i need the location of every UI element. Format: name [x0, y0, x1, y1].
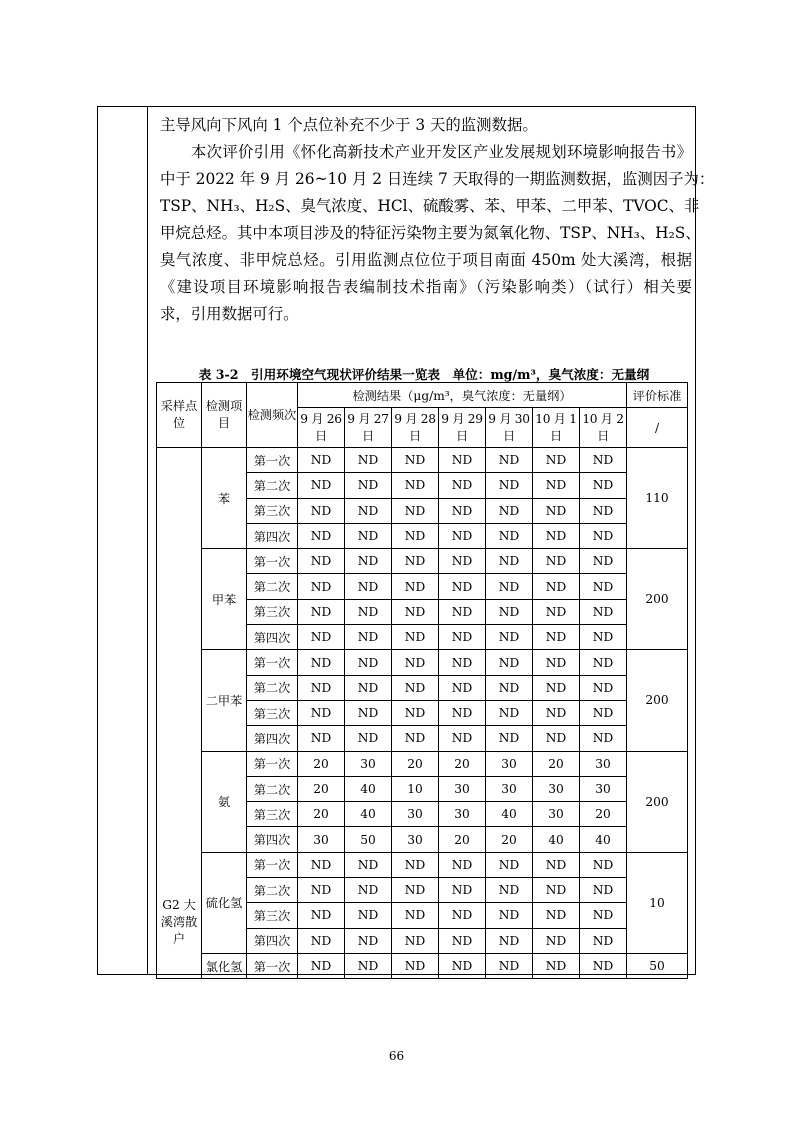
- item-cell: 氨: [202, 751, 247, 852]
- value-cell: ND: [392, 953, 439, 978]
- value-cell: ND: [392, 498, 439, 523]
- value-cell: ND: [533, 448, 580, 473]
- value-cell: ND: [533, 726, 580, 751]
- value-cell: ND: [439, 625, 486, 650]
- value-cell: ND: [533, 498, 580, 523]
- value-cell: ND: [533, 523, 580, 548]
- value-cell: ND: [486, 903, 533, 928]
- item-cell: 硫化氢: [202, 852, 247, 953]
- table-caption: 表 3-2 引用环境空气现状评价结果一览表 单位：mg/m³，臭气浓度：无量纲: [198, 367, 650, 382]
- value-cell: ND: [345, 625, 392, 650]
- value-cell: 30: [486, 776, 533, 801]
- header-date: 9 月 30 日: [486, 408, 533, 448]
- value-cell: ND: [580, 574, 627, 599]
- value-cell: ND: [580, 599, 627, 624]
- value-cell: ND: [486, 599, 533, 624]
- value-cell: ND: [298, 675, 345, 700]
- value-cell: ND: [580, 523, 627, 548]
- value-cell: ND: [486, 700, 533, 725]
- value-cell: ND: [533, 928, 580, 953]
- value-cell: ND: [439, 700, 486, 725]
- value-cell: 30: [439, 802, 486, 827]
- header-date: 9 月 26 日: [298, 408, 345, 448]
- value-cell: 50: [345, 827, 392, 852]
- paragraph-line: 中于 2022 年 9 月 26~10 月 2 日连续 7 天取得的一期监测数据，监测因子为：: [160, 170, 715, 188]
- value-cell: ND: [345, 878, 392, 903]
- header-date: 9 月 28 日: [392, 408, 439, 448]
- header-site: 采样点位: [157, 383, 202, 448]
- value-cell: ND: [345, 700, 392, 725]
- freq-cell: 第三次: [247, 599, 298, 624]
- value-cell: 40: [345, 776, 392, 801]
- value-cell: ND: [392, 625, 439, 650]
- value-cell: ND: [345, 903, 392, 928]
- monitoring-results-table: [156, 382, 688, 979]
- value-cell: ND: [580, 953, 627, 978]
- value-cell: 30: [486, 751, 533, 776]
- value-cell: ND: [533, 903, 580, 928]
- freq-cell: 第三次: [247, 498, 298, 523]
- value-cell: 30: [533, 776, 580, 801]
- freq-cell: 第四次: [247, 726, 298, 751]
- site-cell: G2 大溪湾散户: [157, 448, 202, 979]
- freq-cell: 第一次: [247, 751, 298, 776]
- value-cell: 20: [580, 802, 627, 827]
- paragraph-line: TSP、NH₃、H₂S、臭气浓度、HCl、硫酸雾、苯、甲苯、二甲苯、TVOC、非: [160, 197, 700, 215]
- freq-cell: 第三次: [247, 802, 298, 827]
- standard-cell: 10: [627, 852, 688, 953]
- header-result: 检测结果（μg/m³，臭气浓度：无量纲）: [298, 383, 627, 408]
- value-cell: ND: [486, 549, 533, 574]
- value-cell: ND: [439, 852, 486, 877]
- item-cell: 甲苯: [202, 549, 247, 650]
- value-cell: ND: [533, 599, 580, 624]
- value-cell: ND: [486, 675, 533, 700]
- value-cell: ND: [345, 599, 392, 624]
- value-cell: ND: [392, 473, 439, 498]
- freq-cell: 第四次: [247, 928, 298, 953]
- standard-cell: 200: [627, 751, 688, 852]
- value-cell: ND: [486, 448, 533, 473]
- value-cell: ND: [533, 675, 580, 700]
- value-cell: ND: [345, 498, 392, 523]
- header-freq: 检测频次: [247, 383, 298, 448]
- value-cell: 30: [580, 751, 627, 776]
- value-cell: 40: [486, 802, 533, 827]
- paragraph-line: 甲烷总烃。其中本项目涉及的特征污染物主要为氮氧化物、TSP、NH₃、H₂S、: [160, 224, 701, 242]
- value-cell: ND: [439, 650, 486, 675]
- value-cell: ND: [392, 878, 439, 903]
- value-cell: ND: [345, 928, 392, 953]
- value-cell: ND: [298, 650, 345, 675]
- value-cell: ND: [486, 650, 533, 675]
- value-cell: ND: [298, 574, 345, 599]
- value-cell: ND: [580, 852, 627, 877]
- value-cell: ND: [345, 953, 392, 978]
- item-cell: 苯: [202, 448, 247, 549]
- frame-divider: [147, 106, 148, 975]
- value-cell: ND: [439, 928, 486, 953]
- value-cell: 30: [392, 827, 439, 852]
- freq-cell: 第四次: [247, 523, 298, 548]
- standard-cell: 110: [627, 448, 688, 549]
- header-date: 10 月 2 日: [580, 408, 627, 448]
- freq-cell: 第二次: [247, 675, 298, 700]
- freq-cell: 第一次: [247, 650, 298, 675]
- value-cell: ND: [533, 574, 580, 599]
- value-cell: ND: [298, 953, 345, 978]
- freq-cell: 第四次: [247, 827, 298, 852]
- freq-cell: 第二次: [247, 574, 298, 599]
- freq-cell: 第一次: [247, 549, 298, 574]
- value-cell: ND: [439, 675, 486, 700]
- value-cell: ND: [392, 650, 439, 675]
- header-item: 检测项目: [202, 383, 247, 448]
- value-cell: ND: [439, 574, 486, 599]
- header-date: 9 月 29 日: [439, 408, 486, 448]
- item-cell: 二甲苯: [202, 650, 247, 751]
- paragraph-line: 本次评价引用《怀化高新技术产业开发区产业发展规划环境影响报告书》: [191, 143, 692, 161]
- freq-cell: 第四次: [247, 625, 298, 650]
- value-cell: ND: [486, 625, 533, 650]
- value-cell: ND: [298, 473, 345, 498]
- value-cell: 40: [533, 827, 580, 852]
- paragraph-line: 求，引用数据可行。: [160, 305, 299, 323]
- value-cell: ND: [392, 549, 439, 574]
- freq-cell: 第一次: [247, 953, 298, 978]
- freq-cell: 第二次: [247, 878, 298, 903]
- value-cell: 20: [439, 827, 486, 852]
- value-cell: ND: [580, 878, 627, 903]
- value-cell: ND: [345, 574, 392, 599]
- value-cell: ND: [486, 574, 533, 599]
- value-cell: ND: [486, 523, 533, 548]
- value-cell: ND: [298, 726, 345, 751]
- value-cell: ND: [298, 928, 345, 953]
- value-cell: 30: [345, 751, 392, 776]
- value-cell: ND: [533, 852, 580, 877]
- freq-cell: 第一次: [247, 448, 298, 473]
- freq-cell: 第二次: [247, 473, 298, 498]
- value-cell: ND: [298, 852, 345, 877]
- page-number: 66: [388, 1049, 405, 1063]
- value-cell: ND: [580, 448, 627, 473]
- item-cell: 氯化氢: [202, 953, 247, 978]
- header-standard: 评价标准: [627, 383, 688, 408]
- standard-cell: 200: [627, 549, 688, 650]
- value-cell: 30: [392, 802, 439, 827]
- value-cell: ND: [392, 523, 439, 548]
- header-date: 9 月 27 日: [345, 408, 392, 448]
- value-cell: ND: [439, 878, 486, 903]
- value-cell: ND: [580, 625, 627, 650]
- body-paragraph: [160, 112, 715, 328]
- value-cell: ND: [392, 574, 439, 599]
- value-cell: ND: [439, 498, 486, 523]
- value-cell: 10: [392, 776, 439, 801]
- value-cell: ND: [533, 650, 580, 675]
- value-cell: ND: [392, 852, 439, 877]
- value-cell: ND: [580, 650, 627, 675]
- value-cell: ND: [439, 549, 486, 574]
- value-cell: ND: [439, 726, 486, 751]
- standard-cell: 200: [627, 650, 688, 751]
- value-cell: ND: [345, 523, 392, 548]
- paragraph-line: 臭气浓度、非甲烷总烃。引用监测点位位于项目南面 450m 处大溪湾，根据: [160, 251, 692, 269]
- value-cell: ND: [298, 549, 345, 574]
- value-cell: ND: [392, 928, 439, 953]
- value-cell: ND: [486, 498, 533, 523]
- value-cell: 30: [533, 802, 580, 827]
- value-cell: ND: [486, 726, 533, 751]
- value-cell: 20: [439, 751, 486, 776]
- value-cell: ND: [392, 700, 439, 725]
- value-cell: ND: [439, 953, 486, 978]
- value-cell: ND: [580, 675, 627, 700]
- value-cell: ND: [439, 448, 486, 473]
- value-cell: ND: [439, 903, 486, 928]
- value-cell: ND: [533, 878, 580, 903]
- header-standard-unit: /: [627, 408, 688, 448]
- value-cell: ND: [345, 473, 392, 498]
- value-cell: 40: [580, 827, 627, 852]
- value-cell: ND: [392, 903, 439, 928]
- value-cell: ND: [533, 625, 580, 650]
- value-cell: ND: [439, 523, 486, 548]
- value-cell: 30: [298, 827, 345, 852]
- value-cell: ND: [533, 473, 580, 498]
- paragraph-line: 《建设项目环境影响报告表编制技术指南》（污染影响类）（试行）相关要: [160, 278, 692, 296]
- value-cell: ND: [298, 878, 345, 903]
- paragraph-line: 主导风向下风向 1 个点位补充不少于 3 天的监测数据。: [160, 116, 538, 134]
- value-cell: ND: [580, 473, 627, 498]
- value-cell: ND: [580, 928, 627, 953]
- value-cell: ND: [298, 700, 345, 725]
- value-cell: 20: [392, 751, 439, 776]
- value-cell: ND: [580, 726, 627, 751]
- value-cell: ND: [486, 878, 533, 903]
- value-cell: ND: [533, 700, 580, 725]
- table-row: [157, 549, 688, 574]
- table-row: [157, 448, 688, 473]
- value-cell: ND: [298, 523, 345, 548]
- table-row: [157, 852, 688, 877]
- value-cell: ND: [345, 675, 392, 700]
- value-cell: ND: [298, 903, 345, 928]
- value-cell: ND: [298, 625, 345, 650]
- freq-cell: 第三次: [247, 700, 298, 725]
- table-row: [157, 650, 688, 675]
- value-cell: ND: [439, 599, 486, 624]
- value-cell: 20: [486, 827, 533, 852]
- value-cell: ND: [580, 549, 627, 574]
- value-cell: ND: [298, 599, 345, 624]
- value-cell: 30: [439, 776, 486, 801]
- freq-cell: 第二次: [247, 776, 298, 801]
- value-cell: 20: [298, 776, 345, 801]
- value-cell: ND: [345, 448, 392, 473]
- value-cell: ND: [298, 498, 345, 523]
- value-cell: 40: [345, 802, 392, 827]
- value-cell: ND: [345, 549, 392, 574]
- header-date: 10 月 1 日: [533, 408, 580, 448]
- value-cell: 20: [298, 751, 345, 776]
- value-cell: ND: [392, 726, 439, 751]
- value-cell: ND: [298, 448, 345, 473]
- value-cell: ND: [486, 473, 533, 498]
- value-cell: ND: [345, 650, 392, 675]
- value-cell: ND: [392, 448, 439, 473]
- value-cell: ND: [533, 953, 580, 978]
- value-cell: ND: [533, 549, 580, 574]
- freq-cell: 第三次: [247, 903, 298, 928]
- table-row: [157, 751, 688, 776]
- value-cell: ND: [392, 599, 439, 624]
- value-cell: ND: [580, 498, 627, 523]
- value-cell: ND: [345, 726, 392, 751]
- standard-cell: 50: [627, 953, 688, 978]
- value-cell: 20: [298, 802, 345, 827]
- value-cell: ND: [486, 953, 533, 978]
- value-cell: ND: [486, 928, 533, 953]
- value-cell: ND: [345, 852, 392, 877]
- value-cell: ND: [486, 852, 533, 877]
- value-cell: ND: [439, 473, 486, 498]
- table-row: [157, 953, 688, 978]
- value-cell: ND: [580, 700, 627, 725]
- value-cell: 30: [580, 776, 627, 801]
- value-cell: ND: [580, 903, 627, 928]
- value-cell: 20: [533, 751, 580, 776]
- freq-cell: 第一次: [247, 852, 298, 877]
- value-cell: ND: [392, 675, 439, 700]
